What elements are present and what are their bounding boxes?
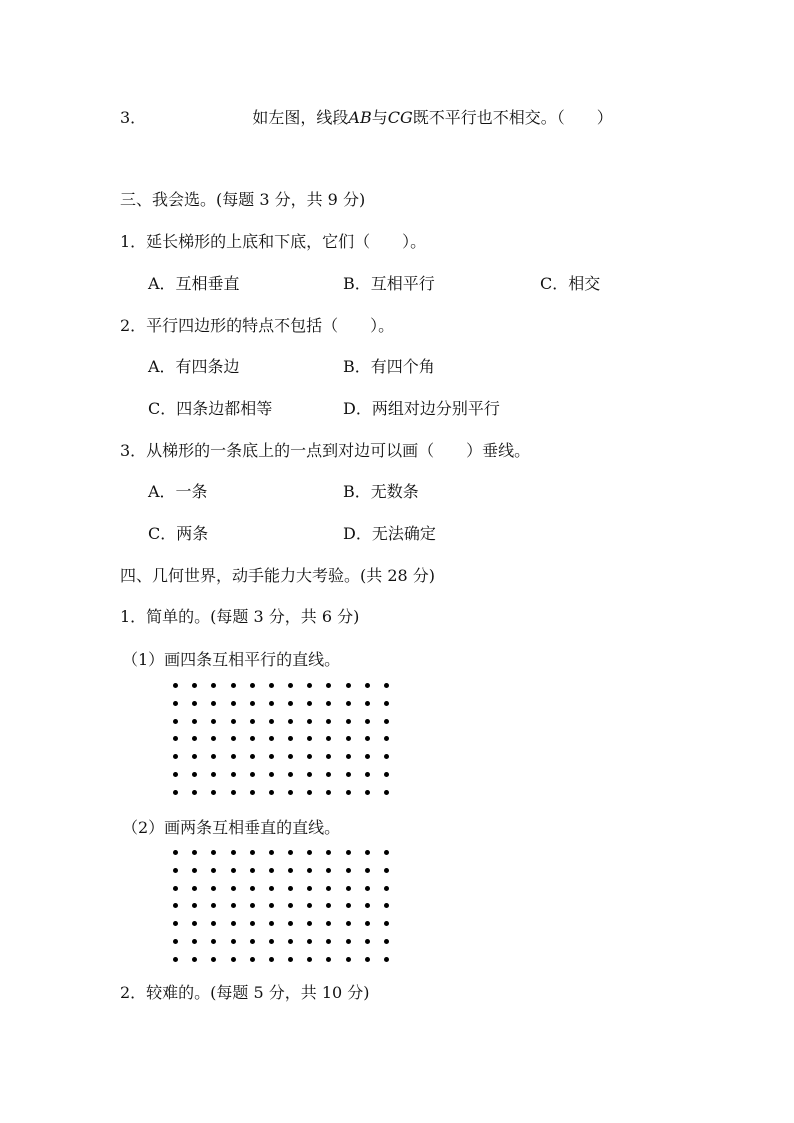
grid-dot bbox=[250, 957, 255, 962]
grid-dot bbox=[192, 701, 197, 706]
grid-dot bbox=[211, 719, 216, 724]
grid-dot bbox=[192, 754, 197, 759]
grid-dot bbox=[346, 921, 351, 926]
grid-dot bbox=[365, 736, 370, 741]
grid-dot bbox=[307, 850, 312, 855]
grid-dot bbox=[288, 790, 293, 795]
grid-dot bbox=[269, 868, 274, 873]
grid-dot bbox=[365, 701, 370, 706]
q3-option-d: D．无法确定 bbox=[343, 524, 436, 543]
grid-dot bbox=[250, 772, 255, 777]
grid-dot bbox=[269, 850, 274, 855]
q2-option-d: D．两组对边分别平行 bbox=[343, 399, 500, 418]
grid-dot bbox=[384, 683, 389, 688]
grid-dot bbox=[288, 903, 293, 908]
grid-dot bbox=[326, 939, 331, 944]
grid-dot bbox=[365, 772, 370, 777]
grid-dot bbox=[250, 701, 255, 706]
grid-dot bbox=[307, 701, 312, 706]
grid-dot bbox=[211, 939, 216, 944]
grid-dot bbox=[307, 868, 312, 873]
grid-dot bbox=[192, 868, 197, 873]
grid-dot bbox=[173, 701, 178, 706]
grid-dot bbox=[384, 736, 389, 741]
grid-dot bbox=[173, 754, 178, 759]
grid-dot bbox=[192, 772, 197, 777]
grid-dot bbox=[384, 957, 389, 962]
grid-dot bbox=[307, 754, 312, 759]
q2-option-b: B．有四个角 bbox=[343, 357, 435, 376]
grid-dot bbox=[365, 683, 370, 688]
grid-dot bbox=[346, 957, 351, 962]
grid-dot bbox=[326, 868, 331, 873]
grid-dot bbox=[250, 903, 255, 908]
grid-dot bbox=[211, 886, 216, 891]
grid-dot bbox=[211, 868, 216, 873]
grid-dot bbox=[250, 683, 255, 688]
grid-dot bbox=[173, 850, 178, 855]
grid-dot bbox=[307, 886, 312, 891]
grid-dot bbox=[346, 701, 351, 706]
grid-dot bbox=[307, 719, 312, 724]
grid-dot bbox=[326, 903, 331, 908]
grid-dot bbox=[346, 868, 351, 873]
grid-dot bbox=[192, 719, 197, 724]
grid-dot bbox=[211, 701, 216, 706]
grid-dot bbox=[288, 701, 293, 706]
grid-dot bbox=[365, 957, 370, 962]
grid-dot bbox=[326, 886, 331, 891]
grid-dot bbox=[192, 736, 197, 741]
grid-dot bbox=[269, 772, 274, 777]
grid-dot bbox=[250, 736, 255, 741]
grid-dot bbox=[384, 850, 389, 855]
grid-dot bbox=[307, 939, 312, 944]
section-4-heading: 四、几何世界，动手能力大考验。(共 28 分) bbox=[120, 566, 436, 585]
grid-dot bbox=[250, 790, 255, 795]
grid-dot bbox=[211, 903, 216, 908]
q3-option-a: A．一条 bbox=[148, 482, 208, 501]
grid-dot bbox=[365, 719, 370, 724]
grid-dot bbox=[211, 957, 216, 962]
grid-dot bbox=[173, 683, 178, 688]
grid-dot bbox=[288, 939, 293, 944]
grid-dot bbox=[250, 850, 255, 855]
grid-dot bbox=[384, 772, 389, 777]
grid-dot bbox=[288, 736, 293, 741]
grid-dot bbox=[326, 719, 331, 724]
grid-dot bbox=[288, 683, 293, 688]
grid-dot bbox=[288, 850, 293, 855]
grid-dot bbox=[326, 754, 331, 759]
question-number: 3． bbox=[120, 108, 147, 127]
grid-dot bbox=[326, 683, 331, 688]
grid-dot bbox=[231, 939, 236, 944]
grid-dot bbox=[231, 719, 236, 724]
grid-dot bbox=[250, 719, 255, 724]
grid-dot bbox=[326, 850, 331, 855]
grid-dot bbox=[384, 903, 389, 908]
grid-dot bbox=[269, 957, 274, 962]
grid-dot bbox=[365, 903, 370, 908]
grid-dot bbox=[231, 754, 236, 759]
q2-option-c: C．四条边都相等 bbox=[148, 399, 273, 418]
grid-dot bbox=[326, 921, 331, 926]
grid-dot bbox=[307, 736, 312, 741]
grid-dot bbox=[365, 886, 370, 891]
grid-dot bbox=[192, 939, 197, 944]
choice-question-3: 3．从梯形的一条底上的一点到对边可以画（ ）垂线。 bbox=[120, 441, 531, 460]
q2-option-a: A．有四条边 bbox=[148, 357, 240, 376]
grid-dot bbox=[231, 903, 236, 908]
dot-grid-1[interactable] bbox=[166, 677, 396, 801]
grid-dot bbox=[211, 683, 216, 688]
question-text-pre: 如左图，线段 bbox=[252, 108, 349, 127]
section-3-heading: 三、我会选。(每题 3 分，共 9 分) bbox=[120, 190, 366, 209]
grid-dot bbox=[173, 868, 178, 873]
grid-dot bbox=[231, 772, 236, 777]
grid-dot bbox=[307, 957, 312, 962]
grid-dot bbox=[231, 921, 236, 926]
grid-dot bbox=[269, 754, 274, 759]
grid-dot bbox=[211, 921, 216, 926]
grid-dot bbox=[192, 957, 197, 962]
question-text-post: 既不平行也不相交。（ ） bbox=[412, 108, 613, 127]
grid-dot bbox=[269, 903, 274, 908]
q3-option-b: B．无数条 bbox=[343, 482, 419, 501]
grid-dot bbox=[346, 790, 351, 795]
grid-dot bbox=[269, 921, 274, 926]
grid-dot bbox=[288, 754, 293, 759]
grid-dot bbox=[346, 754, 351, 759]
grid-dot bbox=[346, 850, 351, 855]
choice-question-2: 2．平行四边形的特点不包括（ ）。 bbox=[120, 316, 395, 335]
grid-dot bbox=[365, 850, 370, 855]
q1-option-b: B．互相平行 bbox=[343, 274, 435, 293]
question-text-mid: 与 bbox=[371, 108, 388, 127]
grid-dot bbox=[384, 754, 389, 759]
grid-dot bbox=[307, 903, 312, 908]
grid-dot bbox=[231, 701, 236, 706]
grid-dot bbox=[365, 939, 370, 944]
grid-dot bbox=[269, 701, 274, 706]
true-false-question-3 bbox=[120, 108, 613, 128]
grid-dot bbox=[307, 790, 312, 795]
grid-dot bbox=[269, 886, 274, 891]
grid-dot bbox=[288, 868, 293, 873]
grid-dot bbox=[231, 850, 236, 855]
grid-dot bbox=[365, 868, 370, 873]
grid-dot bbox=[326, 772, 331, 777]
choice-question-1: 1．延长梯形的上底和下底，它们（ ）。 bbox=[120, 232, 427, 251]
grid-dot bbox=[269, 683, 274, 688]
grid-dot bbox=[269, 719, 274, 724]
grid-dot bbox=[192, 790, 197, 795]
hard-part-heading: 2．较难的。(每题 5 分，共 10 分) bbox=[120, 983, 370, 1002]
grid-dot bbox=[250, 754, 255, 759]
grid-dot bbox=[250, 868, 255, 873]
grid-dot bbox=[192, 850, 197, 855]
grid-dot bbox=[384, 886, 389, 891]
grid-dot bbox=[211, 754, 216, 759]
grid-dot bbox=[384, 921, 389, 926]
grid-dot bbox=[346, 903, 351, 908]
grid-dot bbox=[231, 886, 236, 891]
grid-dot bbox=[173, 772, 178, 777]
segment-cg: CG bbox=[387, 108, 413, 127]
grid-dot bbox=[173, 921, 178, 926]
grid-dot bbox=[173, 886, 178, 891]
grid-dot bbox=[231, 868, 236, 873]
grid-dot bbox=[346, 736, 351, 741]
grid-dot bbox=[307, 921, 312, 926]
grid-dot bbox=[231, 736, 236, 741]
grid-dot bbox=[173, 957, 178, 962]
grid-dot bbox=[346, 719, 351, 724]
dot-grid-2[interactable] bbox=[166, 844, 396, 968]
grid-dot bbox=[365, 754, 370, 759]
grid-dot bbox=[365, 921, 370, 926]
grid-dot bbox=[173, 790, 178, 795]
grid-dot bbox=[288, 957, 293, 962]
grid-dot bbox=[307, 683, 312, 688]
grid-dot bbox=[288, 921, 293, 926]
grid-dot bbox=[288, 719, 293, 724]
grid-dot bbox=[211, 772, 216, 777]
drawing-task-1: （1）画四条互相平行的直线。 bbox=[122, 650, 341, 669]
grid-dot bbox=[288, 886, 293, 891]
grid-dot bbox=[173, 736, 178, 741]
grid-dot bbox=[250, 939, 255, 944]
grid-dot bbox=[211, 736, 216, 741]
grid-dot bbox=[346, 683, 351, 688]
grid-dot bbox=[250, 886, 255, 891]
q1-option-a: A．互相垂直 bbox=[148, 274, 240, 293]
grid-dot bbox=[365, 790, 370, 795]
q1-option-c: C．相交 bbox=[540, 274, 601, 293]
grid-dot bbox=[173, 719, 178, 724]
grid-dot bbox=[326, 790, 331, 795]
grid-dot bbox=[384, 939, 389, 944]
drawing-task-2: （2）画两条互相垂直的直线。 bbox=[122, 818, 341, 837]
grid-dot bbox=[192, 903, 197, 908]
grid-dot bbox=[346, 939, 351, 944]
grid-dot bbox=[269, 939, 274, 944]
grid-dot bbox=[326, 701, 331, 706]
grid-dot bbox=[192, 921, 197, 926]
grid-dot bbox=[231, 683, 236, 688]
grid-dot bbox=[326, 736, 331, 741]
grid-dot bbox=[173, 903, 178, 908]
grid-dot bbox=[288, 772, 293, 777]
simple-part-heading: 1．简单的。(每题 3 分，共 6 分) bbox=[120, 607, 360, 626]
grid-dot bbox=[384, 719, 389, 724]
grid-dot bbox=[384, 868, 389, 873]
grid-dot bbox=[231, 957, 236, 962]
grid-dot bbox=[326, 957, 331, 962]
grid-dot bbox=[192, 683, 197, 688]
grid-dot bbox=[173, 939, 178, 944]
grid-dot bbox=[346, 772, 351, 777]
q3-option-c: C．两条 bbox=[148, 524, 209, 543]
grid-dot bbox=[211, 850, 216, 855]
grid-dot bbox=[269, 790, 274, 795]
grid-dot bbox=[384, 701, 389, 706]
grid-dot bbox=[211, 790, 216, 795]
segment-ab: AB bbox=[348, 108, 372, 127]
grid-dot bbox=[269, 736, 274, 741]
grid-dot bbox=[346, 886, 351, 891]
grid-dot bbox=[384, 790, 389, 795]
grid-dot bbox=[231, 790, 236, 795]
grid-dot bbox=[307, 772, 312, 777]
grid-dot bbox=[250, 921, 255, 926]
grid-dot bbox=[192, 886, 197, 891]
